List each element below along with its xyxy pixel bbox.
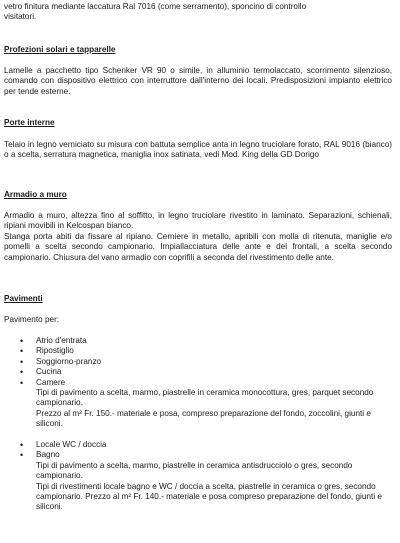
intro-line: visitatori. [4, 12, 37, 22]
bagno-detail: Tipi di pavimento a scelta, marmo, piastrelle in ceramica antisdrucciolo o gres, secondo campionario. [36, 460, 353, 481]
heading-protezioni: Profezioni solari e tapparelle [4, 45, 116, 54]
paragraph-armadio [4, 211, 392, 263]
pavimenti-intro: Pavimento per: [4, 315, 60, 324]
camere-detail: Tipi di pavimento a scelta, marmo, piastrelle in ceramica monocottura, gres, parquet secondo campionario. [36, 388, 374, 408]
paragraph-porte-interne: Telaio in legno verniciato su misura con battuta semplice anta in legno truciolare forato, RAL 9016 (bianco) o a scelta, serratura magnetica, maniglia inox satinata, vedi Mod. King della GD Dorigo [4, 140, 392, 160]
bagno-detail: Tipi di rivestimenti locale bagno e WC / doccia a scelta, piastrelle in ceramica o gres, secondo campionario. Prezzo al m² Fr. 140.- materiale e posa compreso preparazione del fondo, giunti e siliconi. [36, 481, 382, 512]
paragraph-protezioni: Lamelle a pacchetto tipo Schenker VR 90 o simile, in alluminio termolaccato, scorrimento silenzioso, comando con dispositivo elettrico con interruttore dall'interno dei locali. Predisposizioni impianto elettrico per tende esterne. [4, 66, 392, 96]
list-item: • Ripostiglio [0, 346, 392, 356]
list-item: • Soggiorno-pranzo [0, 357, 392, 367]
heading-pavimenti: Pavimenti [4, 294, 43, 303]
pavimenti-list-2 [0, 440, 392, 513]
list-item-bagno [0, 450, 392, 512]
intro-line: vetro finitura mediante laccatura Ral 7016 (come serramento), sponcino di controllo [4, 2, 307, 11]
heading-porte-interne: Porte interne [4, 118, 55, 127]
camere-detail: Prezzo al m² Fr. 150.- materiale e posa, compreso preparazione del fondo, zoccolini, giunti e siliconi. [36, 408, 371, 429]
armadio-text: Armadio a muro, altezza fino al soffitto, in legno truciolare rivestito in laminato. Separazioni, schienali, ripiani movibili in Kelcospan bianco. [4, 211, 392, 231]
list-item-label: • Bagno [36, 450, 60, 460]
pavimenti-list-1 [0, 336, 392, 430]
list-item: • Locale WC / doccia [0, 440, 392, 450]
list-item-label: • Camere [36, 377, 66, 387]
list-item: • Cucina [0, 367, 392, 377]
armadio-text-2: Stanga porta abiti da fissare al ripiano. Cerniere in metallo, apribili con molla di ritenuta, maniglie e/o pomelli a scelta secondo campionario. Impiallacciatura delle ante e del frontali, a scelta secondo campionario. Chiusura del vano armadio con coprifili a seconda del rivestimento delle ante. [4, 231, 392, 262]
list-item-camere [0, 378, 392, 430]
list-item: • Atrio d'entrata [0, 336, 392, 346]
heading-armadio: Armadio a muro [4, 190, 67, 199]
intro-paragraph [4, 2, 392, 23]
